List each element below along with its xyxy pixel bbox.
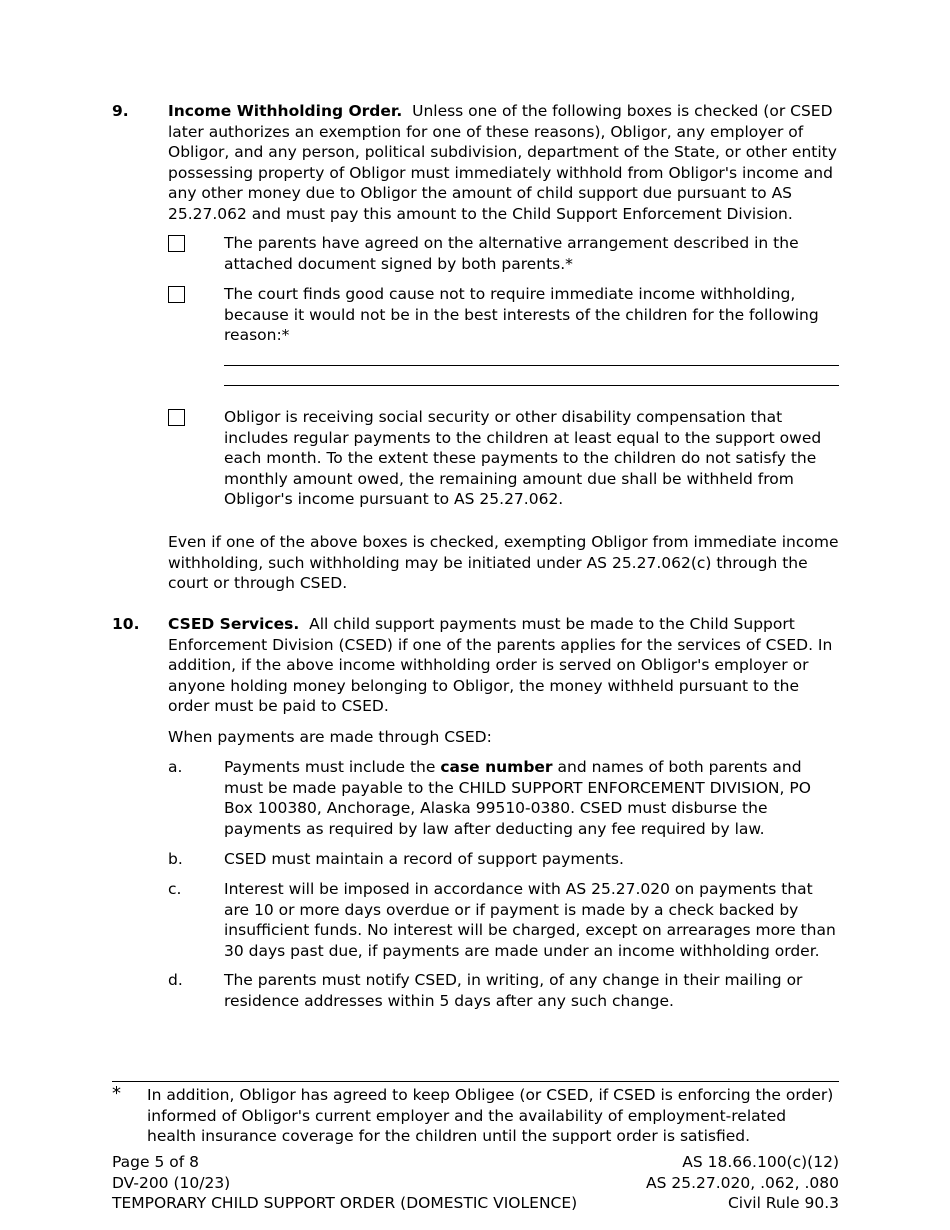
- footnote-marker: *: [112, 1083, 121, 1104]
- checkbox-disability-compensation[interactable]: [168, 409, 185, 426]
- section-9-heading: Income Withholding Order.: [168, 102, 403, 120]
- section-10-intro: All child support payments must be made to the Child Support Enforcement Division (CSED) if one of the parents applies for the services of CSED. In addition, if the above income withholding order is served on Obligor's employer or anyone holding money belonging to Obligor, the money withheld pursuant to the order must be paid to CSED.: [168, 615, 833, 716]
- section-9-intro: Unless one of the following boxes is checked (or CSED later authorizes an exemption for one of these reasons), Obligor, any employer of Obligor, and any person, political subdivision, department of the State, or other entity possessing property of Obligor must immediately withhold from Obligor's income and any other money due to Obligor the amount of child support due pursuant to AS 25.27.062 and must pay this amount to the Child Support Enforcement Division.: [168, 102, 837, 223]
- item-d-letter: d.: [168, 971, 183, 989]
- section-9-number: 9.: [112, 102, 129, 120]
- section-10-number: 10.: [112, 615, 140, 633]
- item-a-text: [224, 757, 840, 839]
- footer-right: [539, 1152, 839, 1214]
- item-d-text: The parents must notify CSED, in writing, of any change in their mailing or residence addresses within 5 days after any such change.: [224, 971, 803, 1010]
- item-c-text: Interest will be imposed in accordance with AS 25.27.020 on payments that are 10 or more days overdue or if payment is made by a check backed by insufficient funds. No interest will be charged, except on arrearages more than 30 days past due, if payments are made under an income withholding order.: [224, 880, 836, 960]
- section-10-lead: When payments are made through CSED:: [168, 728, 492, 746]
- section-9-paragraph: [168, 101, 840, 225]
- footer-page-number: Page 5 of 8: [112, 1153, 199, 1171]
- reason-line-1[interactable]: [224, 365, 839, 366]
- option-agreed-arrangement-text: The parents have agreed on the alternative arrangement described in the attached document signed by both parents.*: [224, 234, 799, 273]
- footer-form-id: DV-200 (10/23): [112, 1173, 231, 1192]
- checkbox-good-cause[interactable]: [168, 286, 185, 303]
- section-10-paragraph: [168, 614, 840, 717]
- item-c-letter: c.: [168, 880, 182, 898]
- reason-line-2[interactable]: [224, 385, 839, 386]
- section-9-closing: Even if one of the above boxes is checked, exempting Obligor from immediate income withholding, such withholding may be initiated under AS 25.27.062(c) through the court or through CSED.: [168, 533, 839, 593]
- item-a-pre: Payments must include the: [224, 758, 441, 776]
- footer-form-title: TEMPORARY CHILD SUPPORT ORDER (DOMESTIC VIOLENCE): [112, 1194, 578, 1213]
- option-disability-compensation-text: Obligor is receiving social security or other disability compensation that includes regular payments to the children at least equal to the support owed each month. To the extent these payments to the children do not satisfy the monthly amount owed, the remaining amount due shall be withheld from Obligor's income pursuant to AS 25.27.062.: [224, 408, 822, 509]
- option-good-cause-text: The court finds good cause not to require immediate income withholding, because it would not be in the best interests of the children for the following reason:*: [224, 285, 819, 345]
- footer-rule: Civil Rule 90.3: [727, 1194, 839, 1213]
- footer-statute-2: AS 25.27.020, .062, .080: [646, 1173, 839, 1192]
- footer-statute-1: AS 18.66.100(c)(12): [682, 1153, 839, 1171]
- item-b-text: CSED must maintain a record of support payments.: [224, 850, 624, 868]
- section-10-heading: CSED Services.: [168, 615, 300, 633]
- footer-left: [112, 1152, 592, 1214]
- item-b-letter: b.: [168, 850, 183, 868]
- item-a-post: and names of both parents and must be made payable to the CHILD SUPPORT ENFORCEMENT DIVISION, PO Box 100380, Anchorage, Alaska 99510-0380. CSED must disburse the payments as required by law after deducting any fee required by law.: [224, 758, 811, 838]
- footnote-rule: [112, 1081, 839, 1082]
- checkbox-agreed-arrangement[interactable]: [168, 235, 185, 252]
- item-a-letter: a.: [168, 758, 183, 776]
- item-a-bold: case number: [440, 758, 553, 776]
- footnote-text: In addition, Obligor has agreed to keep Obligee (or CSED, if CSED is enforcing the order) informed of Obligor's current employer and the availability of employment-related health insurance coverage for the children until the support order is satisfied.: [147, 1086, 834, 1146]
